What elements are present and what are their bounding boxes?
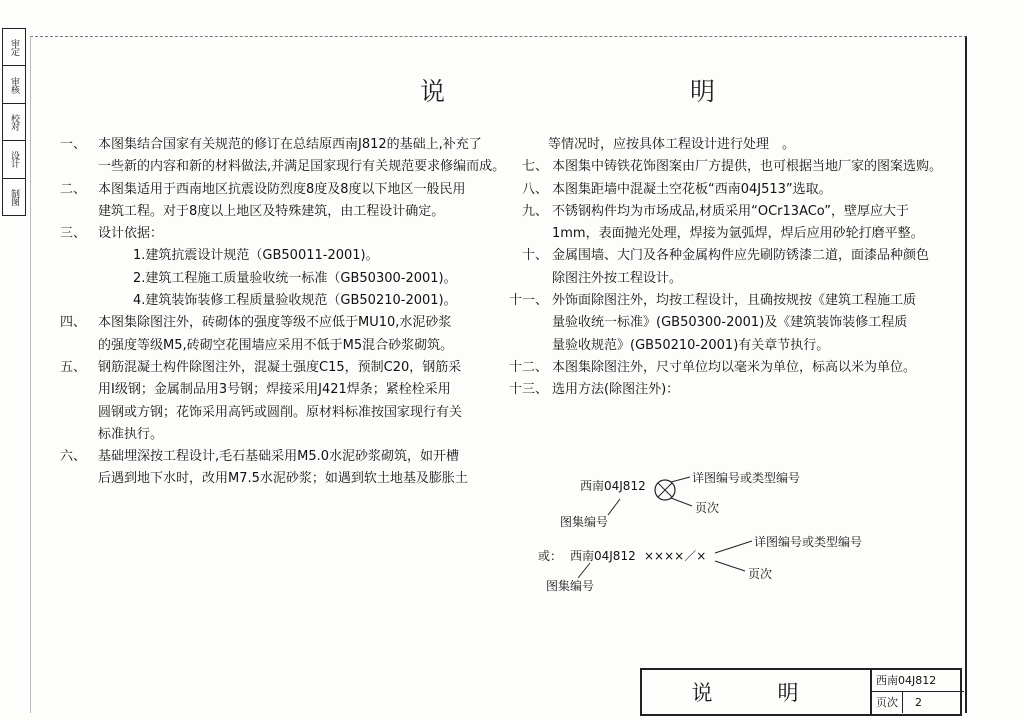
detail-number-label: 详图编号或类型编号 [692, 471, 801, 485]
note-line: 本图集适用于西南地区抗震设防烈度8度及8度以下地区一般民用 [98, 181, 466, 197]
note-line: 选用方法(除图注外)： [552, 382, 680, 398]
approval-cell: 设计 [3, 141, 25, 178]
notes-left-column [60, 134, 506, 491]
note-item [60, 312, 500, 357]
leader-line [608, 499, 620, 515]
note-item [60, 357, 500, 446]
note-item [490, 179, 930, 201]
approval-cell: 审核 [3, 66, 25, 103]
title-block-page [872, 692, 964, 713]
note-line: 除图注外按工程设计。 [552, 270, 683, 286]
note-line: 本图集中铸铁花饰图案由厂方提供，也可根据当地厂家的图案选购。 [552, 159, 943, 175]
note-line: 基础埋深按工程设计,毛石基础采用M5.0水泥砂浆砌筑，如开槽 [98, 449, 460, 465]
note-line: 不锈钢构件均为市场成品,材质采用“OCr13ACo”，壁厚应大于 [552, 203, 910, 219]
note-number: 七、 [521, 159, 548, 175]
page-label: 页次 [876, 696, 898, 709]
leader-line [715, 541, 752, 553]
note-line: 4.建筑装饰装修工程质量验收规范（GB50210-2001)。 [133, 293, 457, 309]
note-item [490, 379, 930, 401]
note-line: 外饰面除图注外，均按工程设计，且确按规按《建筑工程施工质 [552, 293, 917, 309]
notes-right-column [490, 134, 943, 402]
page-title: 说 明 [420, 77, 826, 106]
note-line: 本图集除图注外，尺寸单位均以毫米为单位，标高以米为单位。 [552, 359, 917, 375]
approval-cell: 制图 [9, 188, 19, 205]
note-line: 1.建筑抗震设计规范（GB50011-2001)。 [133, 248, 379, 264]
note-line: 本图集距墙中混凝土空花板“西南04J513”选取。 [552, 181, 832, 197]
title-block [640, 668, 962, 716]
set-number-label: 图集编号 [560, 515, 609, 529]
note-number: 八、 [521, 181, 548, 197]
note-item [60, 446, 500, 491]
note-number: 一、 [60, 137, 87, 152]
note-line: 金属围墙、大门及各种金属构件应先刷防锈漆二道，面漆品种颜色 [552, 248, 930, 264]
continued-line: 等情况时，应按具体工程设计进行处理 。 [548, 137, 796, 152]
note-number: 九、 [521, 203, 548, 219]
note-number: 十二、 [508, 359, 548, 375]
note-line: 后遇到地下水时，改用M7.5水泥砂浆；如遇到软土地基及膨胀土 [98, 471, 468, 487]
approval-cell: 校对 [3, 104, 25, 141]
note-number: 十三、 [508, 382, 548, 398]
note-number: 二、 [60, 181, 87, 197]
note-number: 六、 [60, 449, 87, 465]
note-item [60, 245, 500, 312]
leader-line [715, 561, 745, 571]
note-line: 的强度等级M5,砖砌空花围墙应采用不低于M5混合砂浆砌筑。 [98, 337, 454, 353]
note-item [490, 201, 930, 246]
note-line: 设计依据： [98, 226, 164, 242]
approval-strip [2, 28, 26, 216]
note-item [490, 245, 930, 290]
page-number-label: 页次 [748, 567, 773, 581]
title-block-title: 说 明 [642, 670, 872, 714]
note-number: 十、 [521, 248, 548, 264]
note-item [60, 179, 500, 224]
note-line: 一些新的内容和新的材料做法,并满足国家现行有关规范要求修编而成。 [98, 159, 506, 175]
note-item [60, 223, 500, 245]
note-line: 本图集除图注外，砖砌体的强度等级不应低于MU10,水泥砂浆 [98, 315, 452, 331]
detail-number-label: 详图编号或类型编号 [754, 535, 863, 549]
note-line: 标准执行。 [98, 426, 164, 442]
note-line: 量验收规范》(GB50210-2001)有关章节执行。 [552, 337, 830, 353]
drawing-set-code: 西南04J812 [580, 479, 646, 493]
drawing-set-code: 西南04J812 [570, 549, 636, 563]
page-number-label: 页次 [695, 501, 720, 515]
leader-line [671, 477, 690, 482]
note-line: 2.建筑工程施工质量验收统一标准（GB50300-2001)。 [133, 270, 457, 286]
title-block-code: 西南04J812 [872, 670, 964, 692]
page-number: 2 [902, 692, 922, 713]
note-item [490, 290, 930, 357]
note-number [60, 245, 98, 312]
note-line: 圆钢或方钢；花饰采用高钙或圆削。原材料标准按国家现行有关 [98, 404, 463, 420]
leader-line [578, 563, 590, 578]
note-line: 用I级钢；金属制品用3号钢；焊接采用J421焊条；紧栓栓采用 [98, 382, 451, 398]
note-item [60, 134, 506, 179]
selection-method-diagram [540, 465, 900, 595]
note-line: 量验收统一标准》(GB50300-2001)及《建筑装饰装修工程质 [552, 315, 908, 331]
note-item [490, 357, 930, 379]
set-number-label: 图集编号 [546, 579, 595, 593]
note-line: 建筑工程。对于8度以上地区及特殊建筑，由工程设计确定。 [98, 203, 445, 219]
note-number: 十一、 [508, 293, 548, 309]
or-label: 或： [538, 549, 563, 563]
note-line: 钢筋混凝土构件除图注外，混凝土强度C15，预制C20，钢筋采 [98, 359, 462, 375]
leader-line [671, 498, 692, 506]
approval-cell: 审定 [3, 29, 25, 66]
note-line: 1mm，表面抛光处理，焊接为氩弧焊，焊后应用砂轮打磨平整。 [552, 226, 924, 242]
note-number: 五、 [60, 359, 87, 375]
note-line: 本图集结合国家有关规范的修订在总结原西南J812的基础上,补充了 [98, 137, 482, 152]
detail-marks: ××××／× [644, 549, 707, 563]
note-number: 三、 [60, 226, 87, 242]
note-item [490, 156, 943, 178]
note-number: 四、 [60, 315, 87, 331]
